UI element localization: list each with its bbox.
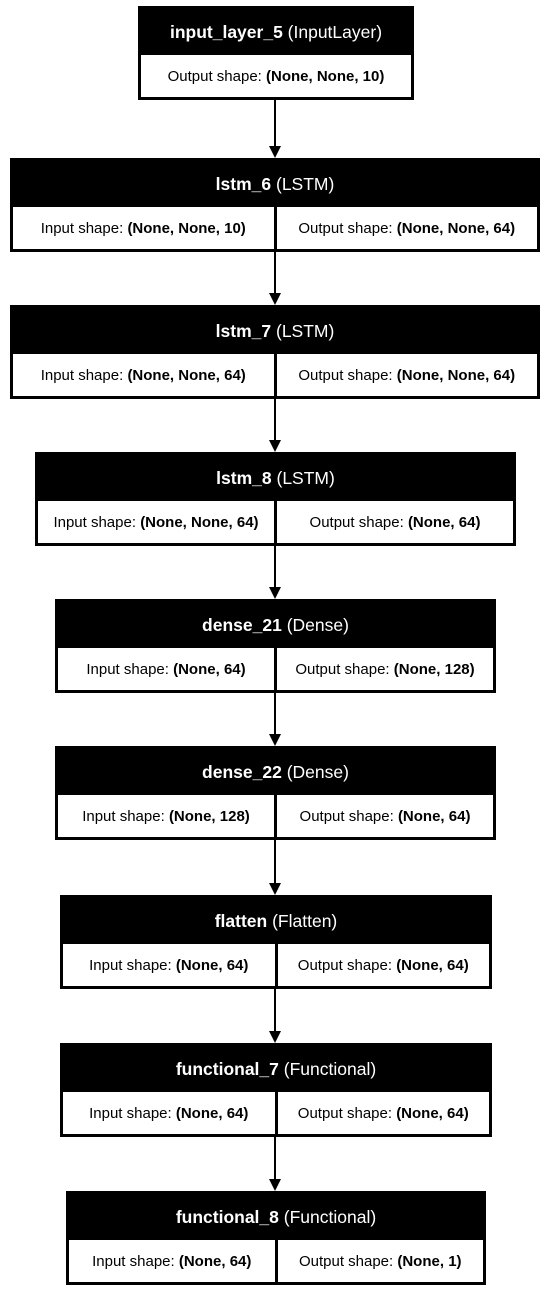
input-shape-cell-label: Input shape: [82,807,165,825]
layer-shapes [58,795,493,837]
input-shape-cell-value: (None, 64) [178,1252,252,1270]
layer-type: (Functional) [283,1206,377,1227]
layer-type: (Dense) [286,761,349,782]
layer-type: (Functional) [283,1058,377,1079]
input-shape-cell-label: Input shape: [86,660,169,678]
arrowhead-icon [269,587,281,599]
output-shape-cell-label: Output shape: [298,1252,394,1270]
output-shape-cell-label: Output shape: [167,67,262,85]
layer-name: lstm_6 [215,173,272,194]
layer-shapes [69,1240,483,1282]
arrowhead-icon [269,1179,281,1191]
input-shape-cell [63,944,275,986]
layer-node-dense_21 [55,599,496,693]
arrowhead-icon [269,883,281,895]
output-shape-cell-label: Output shape: [297,956,393,974]
edge-arrow-lstm_7-to-lstm_8 [274,399,276,442]
output-shape-cell [274,501,513,543]
layer-shapes [58,648,493,690]
input-shape-cell [69,1240,275,1282]
arrowhead-icon [269,1031,281,1043]
layer-header [63,898,489,944]
layer-name: flatten [214,910,268,931]
layer-node-lstm_7 [10,305,540,399]
output-shape-cell-value: (None, 1) [397,1252,462,1270]
input-shape-cell-value: (None, None, 64) [140,513,259,531]
layer-header [58,749,493,795]
input-shape-cell-label: Input shape: [40,219,124,237]
output-shape-cell-value: (None, 64) [396,956,469,974]
arrowhead-icon [269,734,281,746]
layer-name: dense_21 [202,614,282,635]
input-shape-cell [38,501,274,543]
output-shape-cell-label: Output shape: [298,366,393,384]
input-shape-cell-label: Input shape: [92,1252,175,1270]
input-shape-cell-value: (None, 64) [173,660,246,678]
layer-node-input_layer_5 [138,6,414,100]
input-shape-cell-label: Input shape: [89,1104,172,1122]
layer-node-functional_7 [60,1043,492,1137]
layer-header [58,602,493,648]
layer-shapes [13,207,537,249]
layer-node-lstm_6 [10,158,540,252]
output-shape-cell-label: Output shape: [309,513,404,531]
arrowhead-icon [269,293,281,305]
output-shape-cell-label: Output shape: [297,1104,393,1122]
arrowhead-icon [269,146,281,158]
edge-arrow-dense_21-to-dense_22 [274,693,276,736]
layer-type: (Flatten) [272,910,338,931]
edge-arrow-dense_22-to-flatten [274,840,276,885]
input-shape-cell-label: Input shape: [40,366,124,384]
input-shape-cell-value: (None, None, 64) [127,366,246,384]
output-shape-cell-label: Output shape: [295,660,390,678]
output-shape-cell [141,55,411,97]
arrowhead-icon [269,440,281,452]
input-shape-cell-label: Input shape: [89,956,172,974]
output-shape-cell [274,648,493,690]
output-shape-cell [275,1240,484,1282]
layer-shapes [38,501,513,543]
edge-arrow-input_layer_5-to-lstm_6 [274,100,276,148]
layer-type: (LSTM) [276,173,335,194]
edge-arrow-lstm_8-to-dense_21 [274,546,276,589]
layer-type: (InputLayer) [287,21,383,42]
input-shape-cell [58,795,274,837]
output-shape-cell [274,354,538,396]
input-shape-cell [13,354,274,396]
layer-shapes [141,55,411,97]
layer-header [13,161,537,207]
output-shape-cell-value: (None, 64) [397,807,471,825]
layer-name: functional_8 [175,1206,279,1227]
input-shape-cell-value: (None, 64) [175,956,249,974]
layer-header [63,1046,489,1092]
input-shape-cell [63,1092,275,1134]
layer-shapes [63,1092,489,1134]
layer-type: (LSTM) [276,467,335,488]
edge-arrow-lstm_6-to-lstm_7 [274,252,276,295]
input-shape-cell-value: (None, None, 10) [127,219,246,237]
layer-type: (Dense) [286,614,349,635]
output-shape-cell [275,944,490,986]
layer-name: lstm_7 [215,320,272,341]
layer-shapes [13,354,537,396]
edge-arrow-flatten-to-functional_7 [274,989,276,1033]
output-shape-cell-value: (None, 64) [407,513,481,531]
layer-name: input_layer_5 [169,21,283,42]
layer-name: functional_7 [175,1058,279,1079]
layer-shapes [63,944,489,986]
layer-node-dense_22 [55,746,496,840]
layer-header [141,9,411,55]
output-shape-cell-value: (None, None, 10) [266,67,385,85]
output-shape-cell-label: Output shape: [299,807,394,825]
output-shape-cell [274,795,493,837]
input-shape-cell-label: Input shape: [53,513,137,531]
input-shape-cell-value: (None, 64) [175,1104,249,1122]
output-shape-cell [275,1092,490,1134]
layer-node-functional_8 [66,1191,486,1285]
layer-header [13,308,537,354]
output-shape-cell-value: (None, 64) [396,1104,469,1122]
layer-node-flatten [60,895,492,989]
input-shape-cell [13,207,274,249]
output-shape-cell-label: Output shape: [298,219,393,237]
layer-name: dense_22 [202,761,282,782]
layer-header [69,1194,483,1240]
output-shape-cell-value: (None, None, 64) [396,366,516,384]
layer-name: lstm_8 [216,467,272,488]
input-shape-cell [58,648,274,690]
output-shape-cell-value: (None, 128) [393,660,475,678]
input-shape-cell-value: (None, 128) [168,807,250,825]
layer-node-lstm_8 [35,452,516,546]
output-shape-cell [274,207,538,249]
layer-header [38,455,513,501]
edge-arrow-functional_7-to-functional_8 [274,1137,276,1181]
layer-type: (LSTM) [276,320,335,341]
output-shape-cell-value: (None, None, 64) [396,219,516,237]
